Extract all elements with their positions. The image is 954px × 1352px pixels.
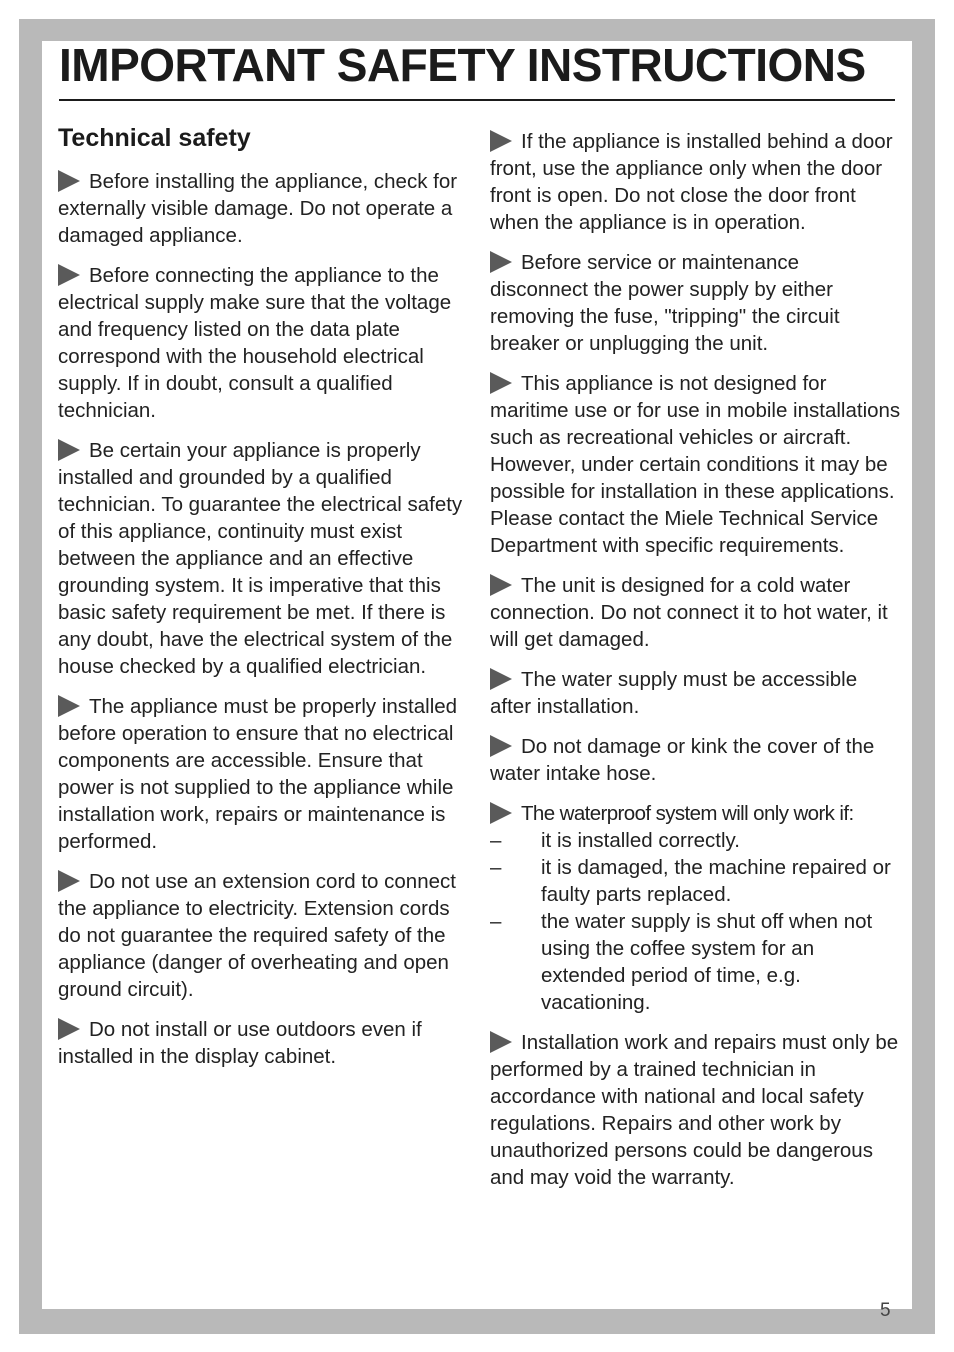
triangle-bullet-icon bbox=[490, 735, 512, 757]
triangle-bullet-icon bbox=[490, 1031, 512, 1053]
title-divider bbox=[59, 99, 895, 101]
left-column bbox=[58, 122, 470, 1083]
triangle-bullet-icon bbox=[58, 170, 80, 192]
triangle-bullet-icon bbox=[490, 802, 512, 824]
safety-paragraph: Do not use an extension cord to connect the appliance to electricity. Extension cords do not guarantee the required safety of the appliance (danger of overheating and open ground circuit). bbox=[58, 869, 456, 1001]
dash-bullet: – bbox=[490, 910, 502, 933]
waterproof-intro: The waterproof system will only work if: bbox=[490, 800, 902, 827]
triangle-bullet-icon bbox=[490, 668, 512, 690]
safety-paragraph: This appliance is not designed for maritime use or for use in mobile installations such as recreational vehicles or aircraft. However, under certain conditions it may be possible for installation in these applications. Please contact the Miele Technical Service Department with specific requirements. bbox=[490, 372, 901, 557]
dash-bullet: – bbox=[490, 829, 502, 852]
page-number: 5 bbox=[880, 1300, 891, 1321]
safety-paragraph: If the appliance is installed behind a door front, use the appliance only when the door front is open. Do not close the door front when the appliance is in operation. bbox=[490, 130, 893, 234]
safety-paragraph: Installation work and repairs must only be performed by a trained technician in accordance with national and local safety regulations. Repairs and other work by unauthorized persons could be dangerous and may void the warranty. bbox=[490, 1031, 899, 1189]
list-item: – it is damaged, the machine repaired or faulty parts replaced. bbox=[490, 856, 891, 906]
safety-paragraph: Be certain your appliance is properly installed and grounded by a qualified technician. To guarantee the electrical safety of this appliance, continuity must exist between the appliance and an effective grounding system. It is imperative that this basic safety requirement be met. If there is any doubt, have the electrical system of the house checked by a qualified electrician. bbox=[58, 438, 463, 678]
triangle-bullet-icon bbox=[490, 574, 512, 596]
safety-paragraph: Do not damage or kink the cover of the water intake hose. bbox=[490, 735, 875, 785]
safety-paragraph: Before connecting the appliance to the electrical supply make sure that the voltage and frequency listed on the data plate correspond with the household electrical supply. If in doubt, consult a qualified technician. bbox=[58, 263, 452, 422]
safety-paragraph: The appliance must be properly installed before operation to ensure that no electrical components are accessible. Ensure that power is not supplied to the appliance while installation work, repairs or maintenance is performed. bbox=[58, 694, 458, 853]
triangle-bullet-icon bbox=[58, 264, 80, 286]
triangle-bullet-icon bbox=[58, 1018, 80, 1040]
safety-paragraph: Before service or maintenance disconnect the power supply by either removing the fuse, "tripping" the circuit breaker or unplugging the unit. bbox=[490, 251, 840, 355]
safety-paragraph: The water supply must be accessible after installation. bbox=[490, 668, 858, 718]
page-title: IMPORTANT SAFETY INSTRUCTIONS bbox=[59, 39, 866, 91]
triangle-bullet-icon bbox=[58, 695, 80, 717]
safety-paragraph: The unit is designed for a cold water connection. Do not connect it to hot water, it will get damaged. bbox=[490, 574, 888, 651]
list-item: – it is installed correctly. bbox=[490, 829, 740, 852]
list-item: – the water supply is shut off when not using the coffee system for an extended period of time, e.g. vacationing. bbox=[490, 910, 873, 1014]
safety-paragraph: Before installing the appliance, check for externally visible damage. Do not operate a damaged appliance. bbox=[58, 169, 458, 247]
triangle-bullet-icon bbox=[490, 251, 512, 273]
triangle-bullet-icon bbox=[490, 372, 512, 394]
triangle-bullet-icon bbox=[58, 870, 80, 892]
safety-paragraph: Do not install or use outdoors even if installed in the display cabinet. bbox=[58, 1017, 422, 1068]
dash-bullet: – bbox=[490, 856, 502, 879]
section-heading: Technical safety bbox=[58, 124, 251, 152]
waterproof-conditions-list bbox=[490, 827, 902, 1016]
triangle-bullet-icon bbox=[490, 130, 512, 152]
triangle-bullet-icon bbox=[58, 439, 80, 461]
right-column bbox=[490, 128, 902, 1204]
